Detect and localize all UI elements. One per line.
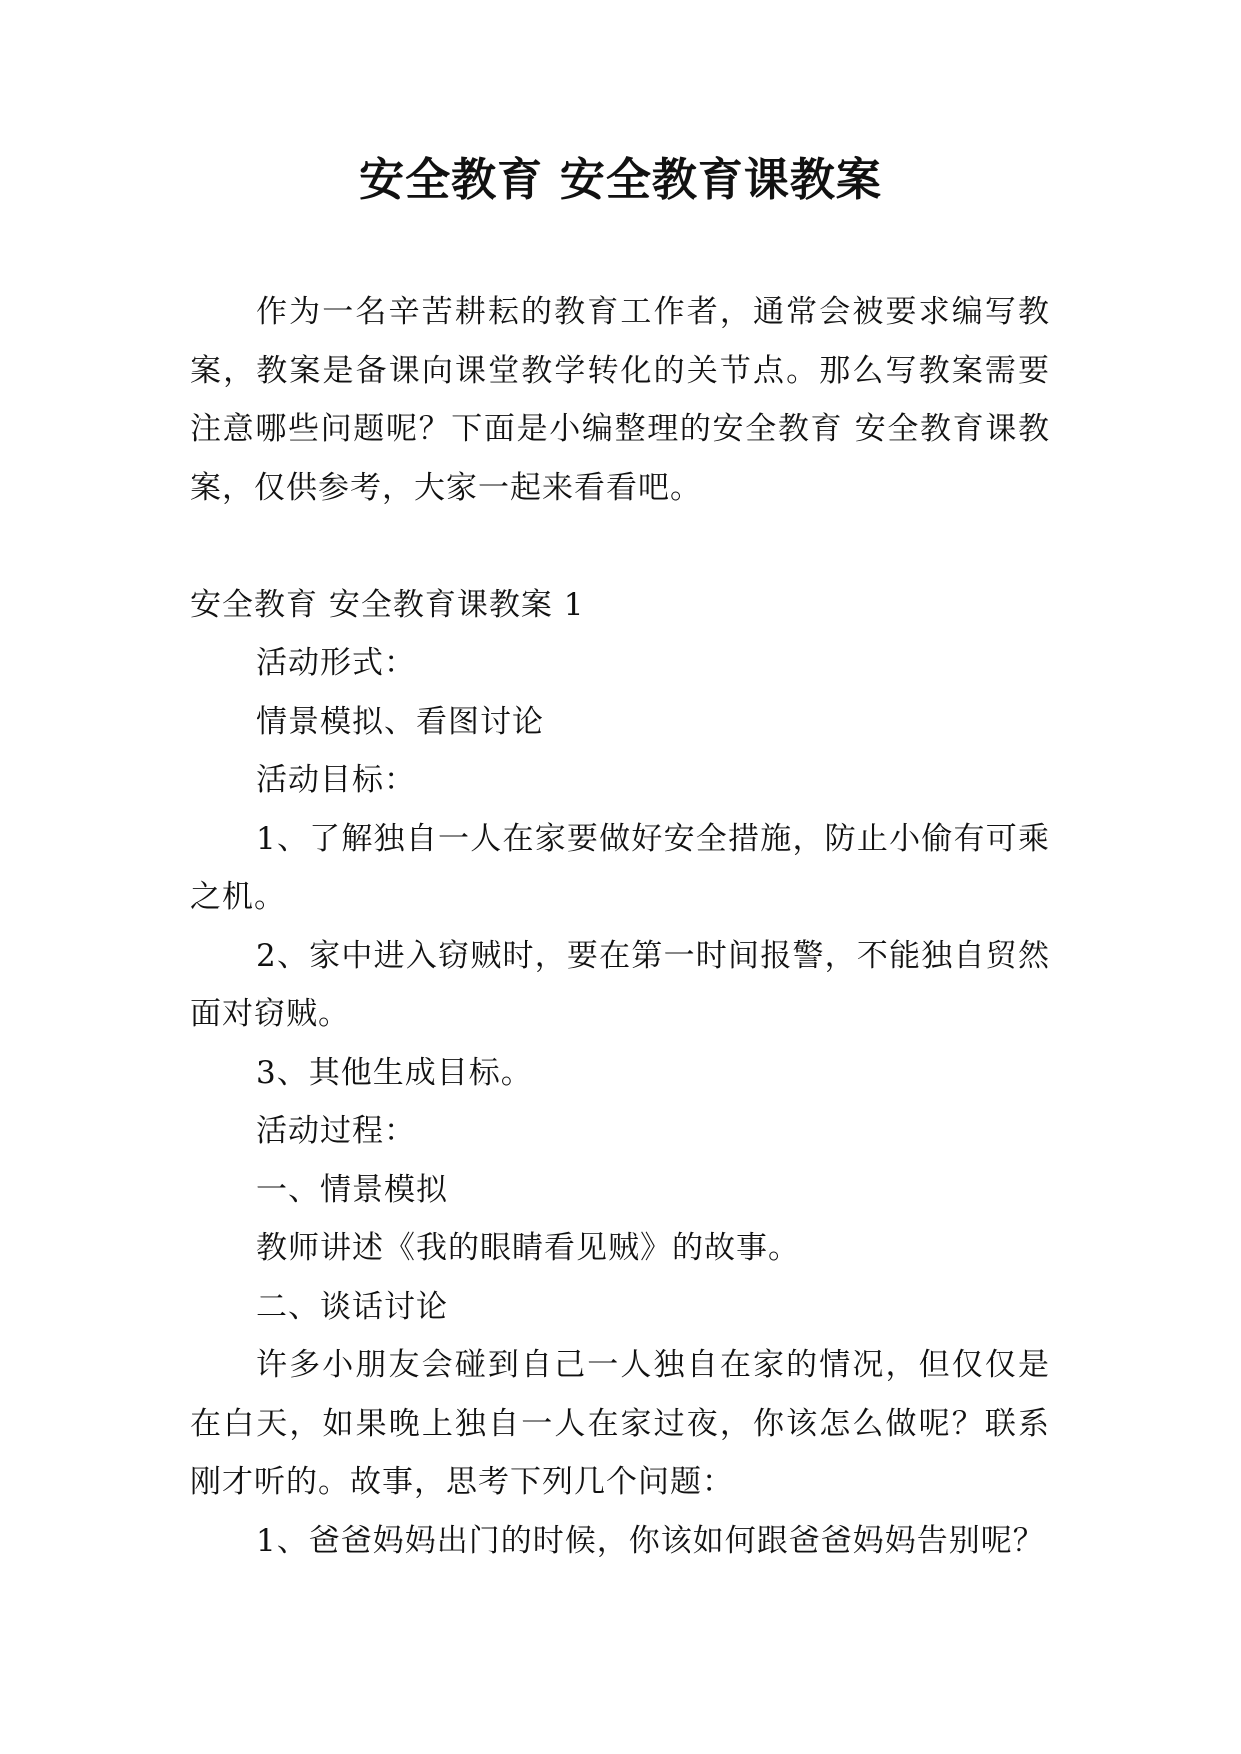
document-body [190, 283, 1050, 1570]
paragraph-step-2-heading: 二、谈话讨论 [256, 1288, 448, 1325]
paragraph-activity-form-label: 活动形式： [256, 645, 416, 681]
paragraph-goal-3: 3、其他生成目标。 [256, 1054, 533, 1091]
paragraph-question-1: 1、爸爸妈妈出门的时候，你该如何跟爸爸妈妈告别呢？ [256, 1522, 1045, 1559]
paragraph-process-label: 活动过程： [256, 1113, 416, 1149]
paragraph-step-1-heading: 一、情景模拟 [256, 1171, 448, 1208]
paragraph-activity-goals-label: 活动目标： [256, 762, 416, 798]
paragraph-activity-form: 情景模拟、看图讨论 [256, 703, 544, 740]
paragraph-step-1-text: 教师讲述《我的眼睛看见贼》的故事。 [256, 1230, 800, 1266]
intro-paragraph: 作为一名辛苦耕耘的教育工作者，通常会被要求编写教案，教案是备课向课堂教学转化的关节点。那么写教案需要注意哪些问题呢？下面是小编整理的安全教育 安全教育课教案，仅供参考，大家一起来看看吧。 [190, 294, 1050, 506]
section-heading: 安全教育 安全教育课教案 1 [190, 586, 585, 623]
document-title: 安全教育 安全教育课教案 [359, 153, 882, 206]
paragraph-goal-1: 1、了解独自一人在家要做好安全措施，防止小偷有可乘之机。 [190, 820, 1050, 915]
paragraph-goal-2: 2、家中进入窃贼时，要在第一时间报警，不能独自贸然面对窃贼。 [190, 937, 1050, 1032]
paragraph-step-2-text: 许多小朋友会碰到自己一人独自在家的情况，但仅仅是在白天，如果晚上独自一人在家过夜，你该怎么做呢？联系刚才听的。故事，思考下列几个问题： [190, 1347, 1050, 1500]
